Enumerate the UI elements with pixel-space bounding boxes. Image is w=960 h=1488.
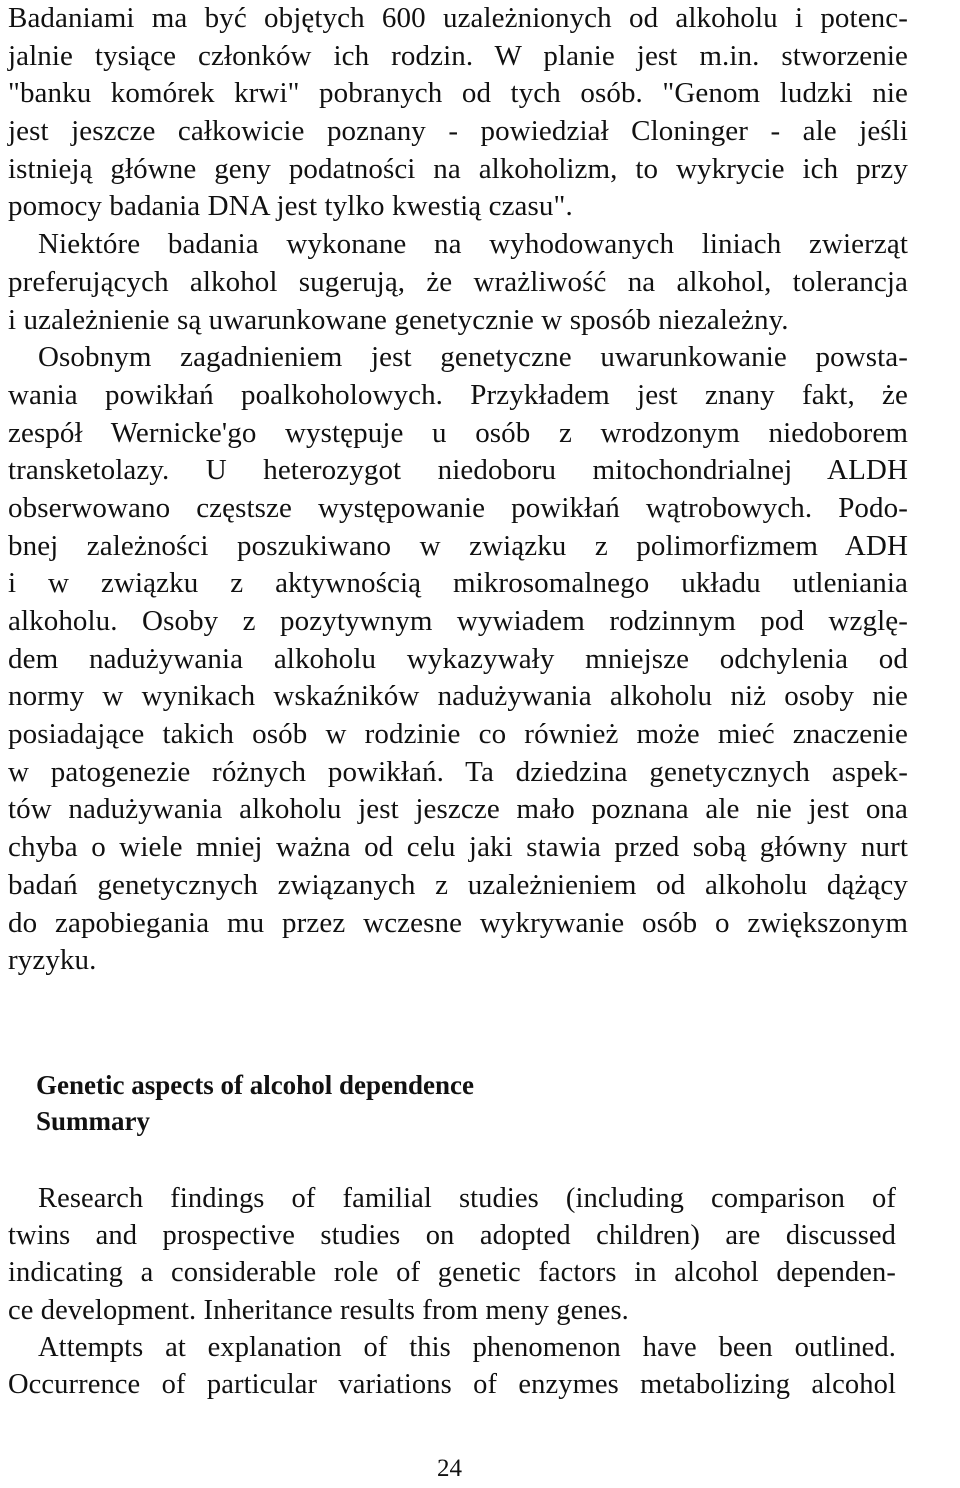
- body-line: wania powikłań poalkoholowych. Przykładem jest znany fakt, że: [8, 378, 908, 411]
- body-line: istnieją główne geny podatności na alkoholizm, to wykrycie ich przy: [8, 152, 908, 185]
- body-line: posiadające takich osób w rodzinie co również może mieć znaczenie: [8, 718, 908, 751]
- page-number: 24: [437, 1455, 462, 1482]
- summary-line: twins and prospective studies on adopted children) are discussed: [8, 1220, 896, 1252]
- body-line: normy w wynikach wskaźników nadużywania alkoholu niż osoby nie: [8, 680, 908, 713]
- body-line: obserwowano częstsze występowanie powikłań wątrobowych. Podo-: [8, 491, 908, 524]
- body-line: alkoholu. Osoby z pozytywnym wywiadem rodzinnym pod wzglę-: [8, 605, 908, 637]
- body-line: Niektóre badania wykonane na wyhodowanych liniach zwierząt: [38, 228, 908, 261]
- summary-line: indicating a considerable role of genetic factors in alcohol dependen-: [8, 1257, 896, 1289]
- body-line: preferujących alkohol sugerują, że wrażliwość na alkohol, tolerancja: [8, 265, 908, 298]
- body-line: dem nadużywania alkoholu wykazywały mniejsze odchylenia od: [8, 642, 908, 675]
- body-line: bnej zależności poszukiwano w związku z polimorfizmem ADH: [8, 529, 908, 562]
- body-line: do zapobiegania mu przez wczesne wykrywanie osób o zwiększonym: [8, 906, 908, 939]
- body-line: tów nadużywania alkoholu jest jeszcze mało poznana ale nie jest ona: [8, 793, 908, 826]
- body-line: Osobnym zagadnieniem jest genetyczne uwarunkowanie powsta-: [38, 341, 908, 374]
- body-line: i uzależnienie są uwarunkowane genetycznie w sposób niezależny.: [8, 303, 789, 336]
- body-line: i w związku z aktywnością mikrosomalnego układu utleniania: [8, 567, 908, 600]
- english-summary-text: [8, 1180, 896, 1403]
- body-line: jalnie tysiące członków ich rodzin. W planie jest m.in. stworzenie: [8, 39, 908, 72]
- body-line: chyba o wiele mniej ważna od celu jaki stawia przed sobą główny nurt: [8, 831, 908, 864]
- body-line: transketolazy. U heterozygot niedoboru mitochondrialnej ALDH: [8, 454, 908, 487]
- body-line: Badaniami ma być objętych 600 uzależnionych od alkoholu i potenc-: [8, 2, 908, 34]
- polish-body-text: [8, 0, 908, 980]
- summary-line: Research findings of familial studies (including comparison of: [38, 1183, 896, 1214]
- summary-title: Genetic aspects of alcohol dependence: [36, 1070, 474, 1100]
- body-line: zespół Wernicke'go występuje u osób z wrodzonym niedoborem: [8, 416, 908, 449]
- body-line: jest jeszcze całkowicie poznany - powiedział Cloninger - ale jeśli: [8, 115, 908, 148]
- body-line: ryzyku.: [8, 944, 97, 977]
- summary-line: Attempts at explanation of this phenomenon have been outlined.: [38, 1331, 896, 1363]
- summary-heading-block: [36, 1067, 736, 1139]
- summary-line: ce development. Inheritance results from meny genes.: [8, 1294, 629, 1326]
- body-line: "banku komórek krwi" pobranych od tych osób. "Genom ludzki nie: [8, 77, 908, 110]
- body-line: badań genetycznych związanych z uzależnieniem od alkoholu dążący: [8, 868, 908, 901]
- body-line: w patogenezie różnych powikłań. Ta dziedzina genetycznych aspek-: [8, 755, 908, 788]
- summary-line: Occurrence of particular variations of enzymes metabolizing alcohol: [8, 1368, 896, 1400]
- summary-subtitle: Summary: [36, 1106, 150, 1136]
- body-line: pomocy badania DNA jest tylko kwestią czasu".: [8, 190, 573, 223]
